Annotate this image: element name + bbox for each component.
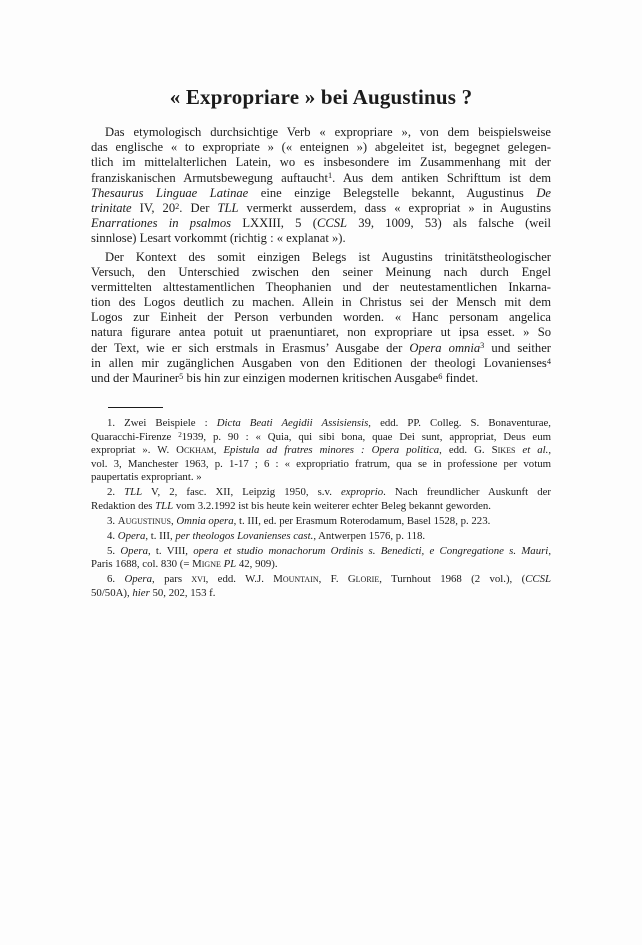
text-line	[91, 573, 551, 587]
text-line	[91, 515, 551, 529]
text-segment: CCSL	[316, 216, 348, 231]
text-line	[91, 500, 551, 514]
footnote-reference: 2	[175, 201, 180, 211]
text-segment: Glorie	[347, 573, 380, 586]
text-line	[91, 458, 551, 472]
text-segment: Thesaurus Linguae Latinae	[91, 185, 249, 200]
text-line	[91, 325, 551, 340]
text-segment: expropriat ». W.	[91, 444, 177, 457]
footnote-3	[91, 515, 551, 529]
text-segment: PL	[223, 558, 237, 571]
text-segment: V, 2, fasc. XII, Leipzig 1950, s.v.	[142, 486, 341, 499]
text-line	[91, 186, 551, 201]
footnote-1	[91, 417, 551, 485]
text-line	[91, 250, 551, 265]
text-segment: Opera	[124, 573, 153, 586]
text-segment: 50, 202, 153 f.	[149, 586, 216, 599]
text-segment: franziskanischen Armutsbewegung auftaucht	[91, 170, 328, 185]
text-segment: , pars	[152, 573, 192, 586]
text-segment: opera et studio monachorum Ordinis s. Benedicti, e Congregatione s. Mauri	[193, 544, 549, 557]
text-segment: Redaktion des	[91, 499, 156, 512]
footnote-6	[91, 573, 551, 600]
text-segment: exproprio	[340, 486, 384, 499]
article-title: « Expropriare » bei Augustinus ?	[169, 85, 473, 109]
text-line	[91, 201, 551, 216]
text-line	[91, 280, 551, 295]
text-segment: ,	[213, 444, 224, 457]
text-segment: 1939, p. 90 : « Quia, qui sibi bona, quae Dei sunt, appropriat, Deus eum	[181, 430, 551, 443]
text-segment: et al.	[522, 444, 549, 457]
text-segment: Der Kontext des somit einzigen Belegs ist Augustins trinitätstheologischer	[105, 249, 551, 264]
text-line	[91, 231, 551, 246]
text-segment: Opera	[120, 544, 148, 557]
paragraph-1	[91, 125, 551, 247]
footnote-reference: 6	[438, 371, 443, 381]
text-line	[91, 417, 551, 431]
text-line	[91, 356, 551, 371]
text-line	[91, 125, 551, 140]
text-segment: 4.	[107, 529, 118, 542]
footnote-4	[91, 530, 551, 544]
text-segment: . Aus dem antiken Schrifttum ist dem	[332, 170, 551, 185]
text-line	[91, 371, 551, 386]
text-segment: ,	[548, 544, 551, 557]
text-segment: Dicta Beati Aegidii Assisiensis	[216, 417, 369, 430]
text-segment: Augustinus	[117, 514, 171, 527]
text-segment: ,	[170, 514, 177, 527]
text-line	[91, 587, 551, 601]
footnote-reference: 2	[178, 430, 182, 439]
text-segment: 5.	[107, 544, 121, 557]
text-segment: Mountain	[273, 573, 319, 586]
text-line	[91, 295, 551, 310]
text-segment: trinitate	[91, 200, 132, 215]
text-segment: 1. Zwei Beispiele :	[107, 417, 217, 430]
article-body	[91, 125, 551, 386]
text-segment: in allen mir zugänglichen Ausgaben von den Editionen der theologi Lovanienses	[91, 355, 547, 370]
text-segment: Omnia opera	[176, 514, 234, 527]
text-line	[91, 444, 551, 458]
text-segment: , t. VIII,	[147, 544, 194, 557]
text-segment: , t. III, ed. per Erasmum Roterodamum, Basel 1528, p. 223.	[233, 514, 491, 527]
text-segment: 42, 909).	[236, 558, 278, 571]
text-block	[91, 0, 551, 600]
text-segment: Opera omnia	[409, 340, 481, 355]
text-segment: bis hin zur einzigen modernen kritischen Ausgabe	[183, 371, 439, 385]
text-segment: Enarrationes in psalmos	[91, 216, 232, 231]
text-segment: CCSL	[525, 573, 551, 586]
text-segment: Opera	[117, 529, 146, 542]
text-segment: xvi	[191, 573, 206, 586]
text-segment: ,	[548, 444, 551, 457]
text-segment: findet.	[442, 371, 479, 385]
text-segment: paupertatis expropriant. »	[91, 471, 202, 484]
text-segment: , F.	[318, 573, 348, 586]
footnote-reference: 4	[546, 356, 551, 366]
paragraph-2	[91, 250, 551, 387]
text-segment: natura figurare antea potuit ut praenuntiaret, non expropriare ut ipsa esset. » So	[91, 325, 551, 340]
text-segment: hier	[132, 586, 150, 599]
text-segment: . Der	[179, 200, 218, 215]
text-segment: TLL	[124, 486, 143, 499]
text-segment: tion des Logos deutlich zu machen. Allein in Christus sei der Mensch mit dem	[91, 295, 551, 310]
text-segment: TLL	[217, 200, 239, 215]
text-line	[91, 486, 551, 500]
text-line	[91, 265, 551, 280]
text-segment: , Turnhout 1968 (2 vol.), (	[379, 573, 526, 586]
text-segment: Sikes	[491, 444, 516, 457]
text-segment: vermerkt ausserdem, dass « expropriat » in Augustins	[238, 200, 551, 215]
text-line	[91, 530, 551, 544]
text-line	[91, 310, 551, 325]
text-line	[91, 140, 551, 155]
text-segment: das englische « to expropriate » (« enteignen ») abgeleitet ist, begegnet gelegen-	[91, 140, 551, 155]
text-segment: vom 3.2.1992 ist bis heute kein weiterer echter Beleg bekannt geworden.	[173, 499, 491, 512]
text-line	[91, 431, 551, 445]
text-line	[91, 216, 551, 231]
text-line	[91, 558, 551, 572]
footnote-reference: 3	[480, 341, 485, 351]
text-segment: , t. III,	[145, 529, 176, 542]
text-segment: IV, 20	[131, 200, 176, 215]
text-segment: 39, 1009, 53) als falsche (weil	[347, 216, 551, 231]
text-segment: De	[536, 185, 551, 200]
text-segment: 3.	[107, 514, 118, 527]
text-segment: , edd. G.	[439, 444, 492, 457]
text-segment: 50/50A),	[91, 586, 133, 599]
text-segment: , Antwerpen 1576, p. 118.	[313, 529, 426, 542]
text-segment: 2.	[107, 486, 125, 499]
footnote-reference: 1	[327, 171, 333, 181]
text-segment: eine einzige Belegstelle bekannt, Augustinus	[248, 185, 537, 200]
text-segment: und seither	[484, 340, 551, 355]
text-segment: per theologos Lovanienses cast.	[175, 529, 314, 542]
footnote-reference: 5	[179, 371, 184, 381]
text-segment: Das etymologisch durchsichtige Verb « expropriare », von dem beispielsweise	[105, 125, 551, 139]
text-segment: vermittelten alttestamentlichen Theophanien und der neutestamentlichen Inkarna-	[91, 279, 551, 294]
text-segment: Epistula ad fratres minores : Opera politica	[223, 444, 440, 457]
text-line	[91, 171, 551, 186]
text-line	[91, 341, 551, 356]
text-segment: Logos zur Einheit der Person verbunden worden. « Hanc personam angelica	[91, 310, 551, 325]
text-segment: sinnlose) Lesart vorkommt (richtig : « explanat »).	[91, 231, 346, 246]
text-segment: , edd. W.J.	[205, 573, 274, 586]
text-segment: Quaracchi-Firenze	[91, 430, 179, 443]
text-segment: tlich im mittelalterlichen Latein, wo es insbesondere im Zusammenhang mit der	[91, 155, 551, 170]
footnotes-section	[91, 417, 551, 600]
footnote-separator	[108, 407, 163, 408]
text-line	[91, 545, 551, 559]
text-segment: . Nach freundlicher Auskunft der	[383, 486, 551, 499]
text-segment: Migne	[192, 558, 221, 571]
footnote-5	[91, 545, 551, 572]
text-line	[91, 471, 551, 485]
text-segment: TLL	[155, 499, 174, 512]
text-segment: 6.	[107, 573, 125, 586]
text-segment: , edd. PP. Colleg. S. Bonaventurae,	[368, 417, 551, 430]
footnote-2	[91, 486, 551, 513]
text-segment: Paris 1688, col. 830 (=	[91, 558, 193, 571]
text-segment: und der Mauriner	[91, 371, 180, 385]
text-segment: Versuch, den Unterschied zwischen den seiner Meinung nach durch Engel	[91, 264, 551, 279]
text-segment: vol. 3, Manchester 1963, p. 1-17 ; 6 : « expropriatio fratrum, qua se in professione per votum	[91, 457, 551, 470]
text-segment: Ockham	[176, 444, 214, 457]
text-line	[91, 155, 551, 170]
text-segment: LXXIII, 5 (	[231, 216, 317, 231]
text-segment: der Text, wie er sich erstmals in Erasmus’ Ausgabe der	[91, 340, 410, 355]
